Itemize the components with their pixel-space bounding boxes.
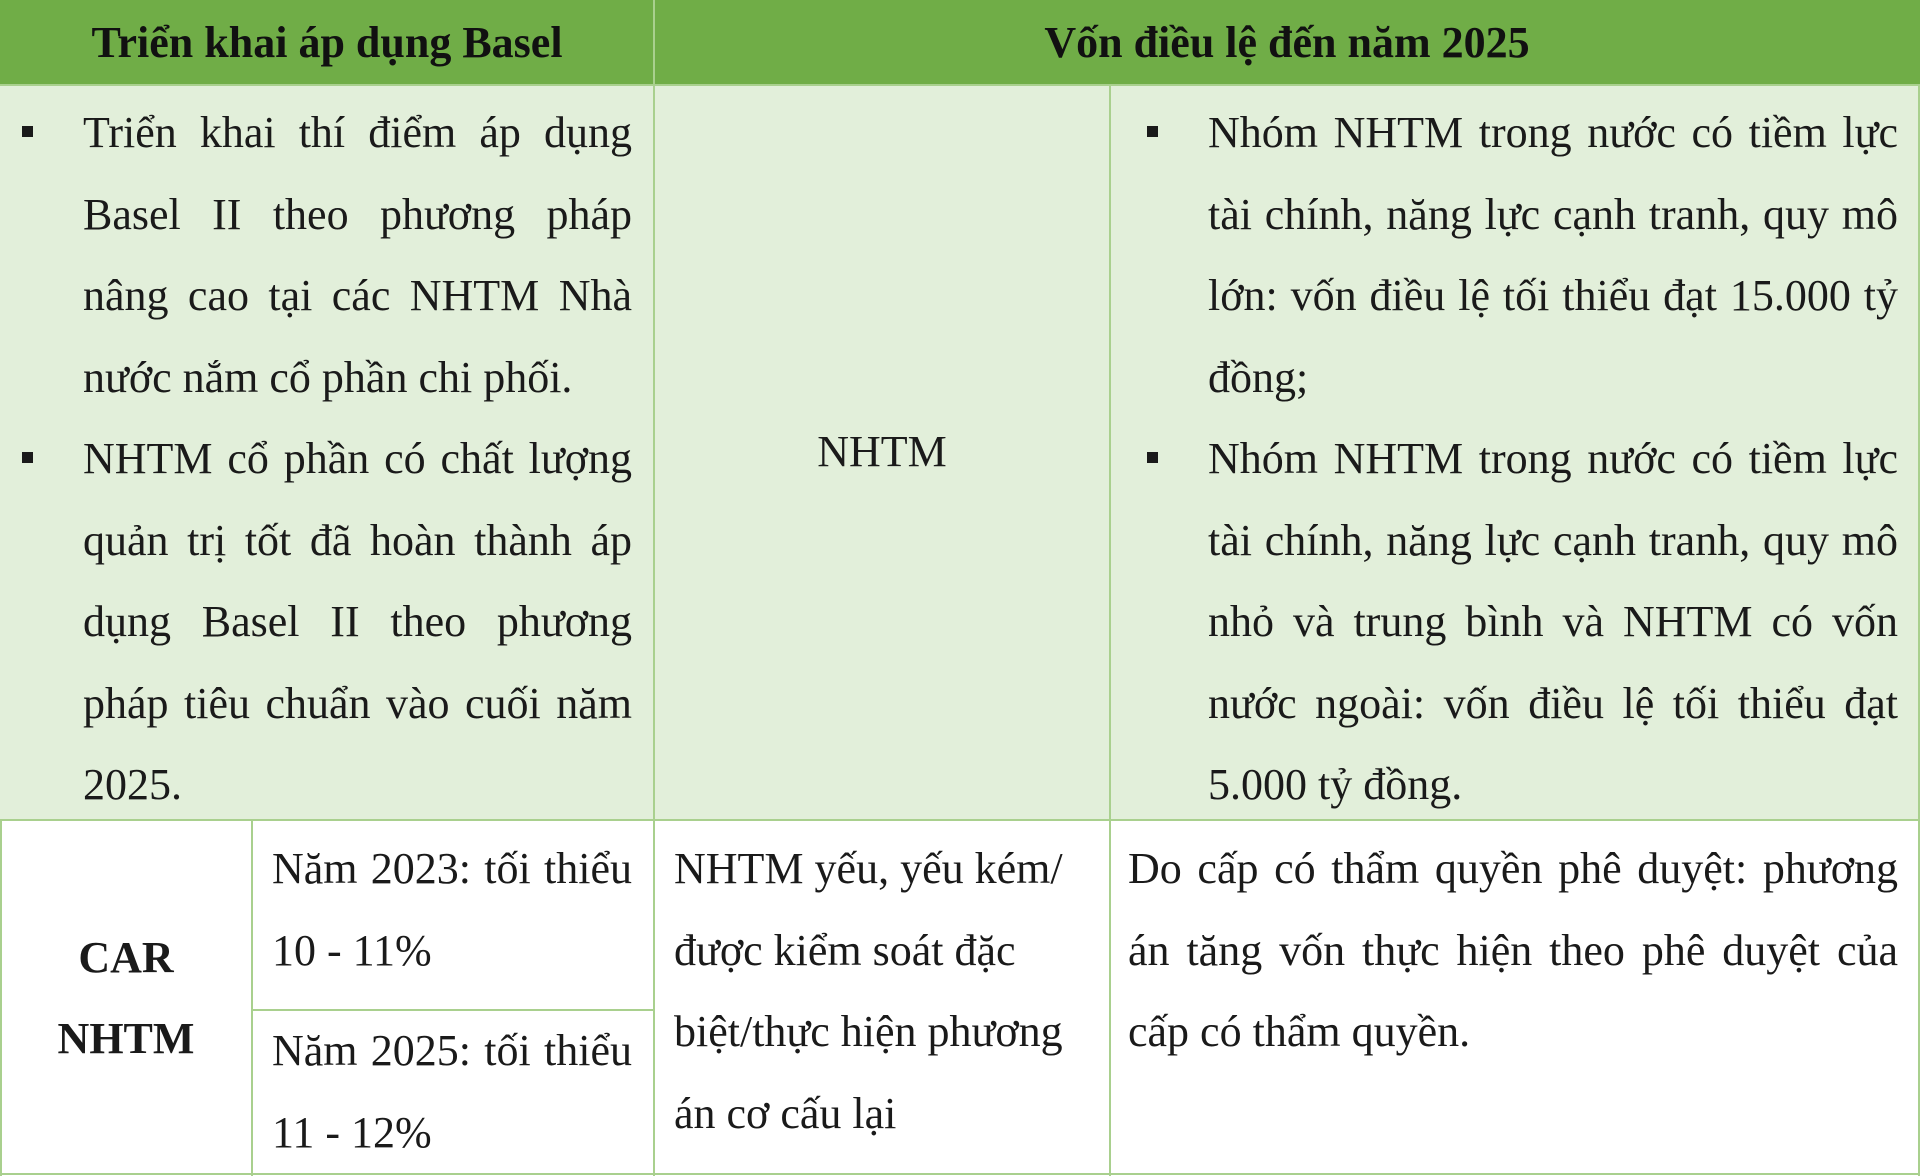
grid-line	[0, 819, 1920, 821]
capital-item	[1110, 418, 1898, 826]
approval-cell	[1110, 820, 1920, 1176]
bullet-square-icon	[22, 126, 33, 137]
capital-item-text: Nhóm NHTM trong nước có tiềm lực tài chính, năng lực cạnh tranh, quy mô nhỏ và trung bình và NHTM có vốn nước ngoài: vốn điều lệ tối thiểu đạt 5.000 tỷ đồng.	[1208, 434, 1898, 809]
grid-line	[0, 1173, 1920, 1175]
grid-line	[1109, 84, 1111, 1176]
bank-label-cell	[654, 84, 1110, 820]
car-2023-cell	[252, 820, 654, 1010]
bullet-square-icon	[22, 452, 33, 463]
header-basel	[0, 0, 654, 84]
grid-line	[0, 820, 2, 1176]
car-label-line1: CAR	[78, 932, 174, 982]
car-2023-text: Năm 2023: tối thiểu 10 - 11%	[272, 844, 632, 975]
basel-item	[0, 418, 632, 826]
bullet-square-icon	[1147, 126, 1158, 137]
car-label-line2: NHTM	[57, 1014, 195, 1063]
car-2025-text: Năm 2025: tối thiểu 11 - 12%	[272, 1026, 632, 1157]
grid-line	[251, 820, 253, 1176]
header-basel-text: Triển khai áp dụng Basel	[91, 17, 563, 67]
bank-label: NHTM	[817, 427, 947, 477]
basel-item	[0, 92, 632, 418]
basel-item-text: NHTM cổ phần có chất lượng quản trị tốt đã hoàn thành áp dụng Basel II theo phương pháp tiêu chuẩn vào cuối năm 2025.	[83, 434, 632, 809]
weak-banks-cell	[654, 820, 1110, 1176]
capital-items-cell	[1110, 84, 1920, 820]
header-capital-text: Vốn điều lệ đến năm 2025	[1044, 17, 1530, 67]
approval-text: Do cấp có thẩm quyền phê duyệt: phương án tăng vốn thực hiện theo phê duyệt của cấp có thẩm quyền.	[1128, 844, 1898, 1056]
basel-item-text: Triển khai thí điểm áp dụng Basel II theo phương pháp nâng cao tại các NHTM Nhà nước nắm cổ phần chi phối.	[83, 108, 632, 402]
capital-item-text: Nhóm NHTM trong nước có tiềm lực tài chính, năng lực cạnh tranh, quy mô lớn: vốn điều lệ tối thiểu đạt 15.000 tỷ đồng;	[1208, 108, 1898, 402]
capital-list	[1110, 92, 1898, 826]
header-capital	[654, 0, 1920, 84]
capital-item	[1110, 92, 1898, 418]
grid-line	[653, 0, 655, 1176]
car-2025-cell	[252, 1010, 654, 1176]
weak-banks-text: NHTM yếu, yếu kém/được kiểm soát đặc biệt/thực hiện phương án cơ cấu lại	[674, 844, 1063, 1138]
basel-list	[0, 92, 632, 826]
grid-line	[252, 1009, 654, 1011]
car-label-cell	[0, 820, 252, 1176]
bullet-square-icon	[1147, 452, 1158, 463]
grid-line	[0, 84, 1920, 86]
basel-items-cell	[0, 84, 654, 820]
